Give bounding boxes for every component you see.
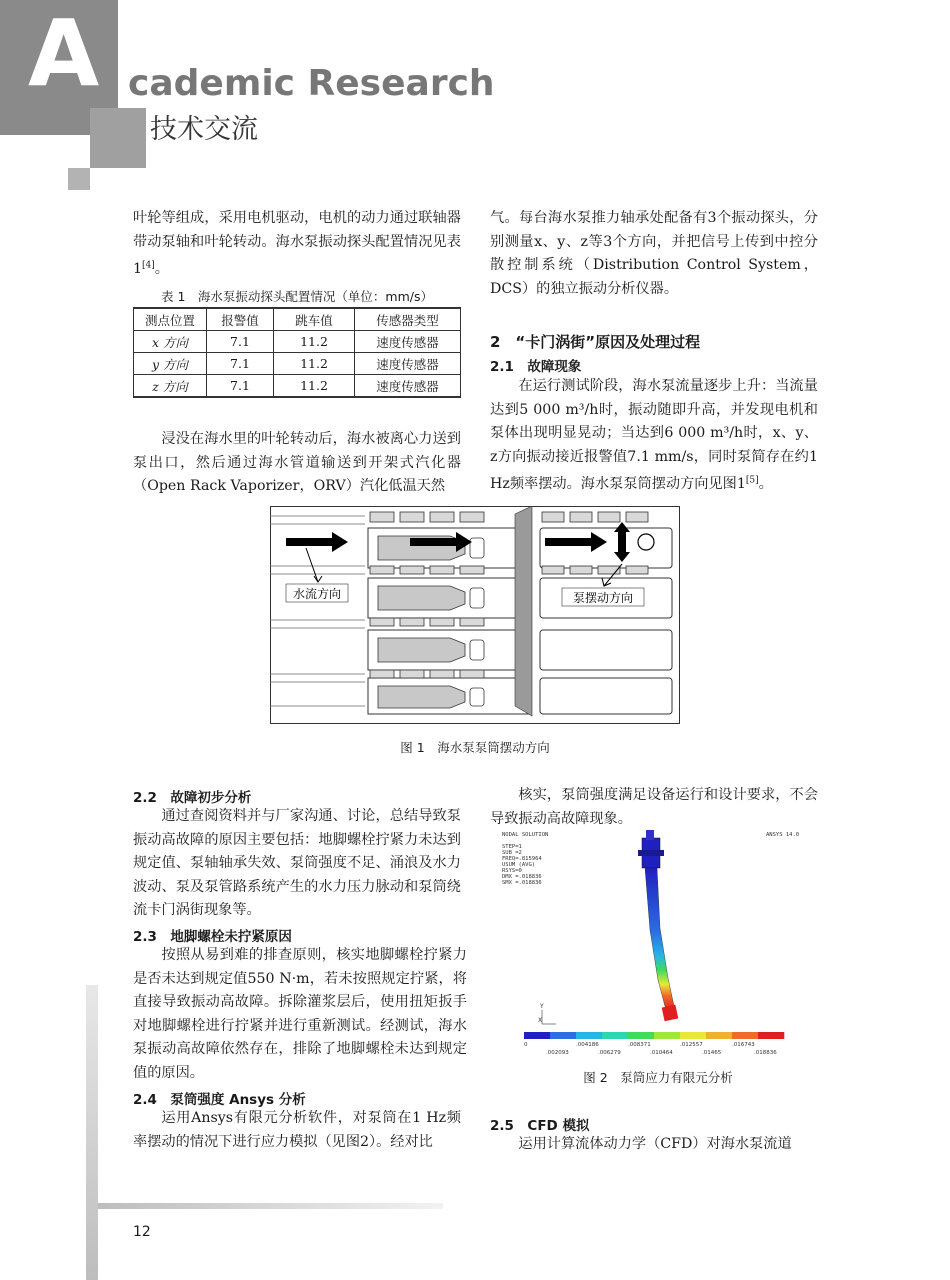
paragraph-2-5: 运用计算流体动力学（CFD）对海水泵流道 [518,1136,792,1152]
table1 [133,307,461,398]
table1-header: 传感器类型 [355,308,461,331]
table1-cell: 11.2 [274,353,355,375]
scale-segment [758,1032,784,1039]
right-p2-text: 在运行测试阶段，海水泵流量逐步上升：当流量达到5 000 m³/h时，振动随即升高，并发现电机和泵体出现明显晃动；当达到6 000 m³/h时，x、y、z方向振动接近报警值7.1 mm/s，同时泵简存在约1 Hz频率摆动。海水泵泵筒摆动方向见图1[5]。 [490,378,818,492]
scale-label: .008371 [628,1042,651,1048]
scale-segment [524,1032,550,1039]
figure2-caption: 图 2 泵筒应力有限元分析 [583,1070,733,1085]
table1-cell: 7.1 [207,375,274,398]
table1-header-row [134,308,461,331]
table1-cell: 11.2 [274,331,355,353]
paragraph-2-2: 通过查阅资料并与厂家沟通、讨论，总结导致泵振动高故障的原因主要包括：地脚螺栓拧紧力未达到规定值、泵轴轴承失效、泵筒强度不足、涌浪及水力波动、泵及泵管路系统产生的水力压力脉动和泵筒绕流卡门涡街现象等。 [133,808,461,918]
subsection-heading-2-2: 2.2 故障初步分析 [133,790,252,806]
table1-cell: x 方向 [134,331,207,353]
pump-model [638,830,678,1021]
subsection-heading-2-5: 2.5 CFD 模拟 [490,1118,590,1134]
header-big-letter: A [28,0,100,107]
scale-label: .002093 [546,1050,569,1056]
table1-cell: y 方向 [134,353,207,375]
scale-label: .01465 [702,1050,722,1056]
header-gray-square [68,168,90,190]
right-paragraph-1: 气。每台海水泵推力轴承处配备有3个振动探头，分别测量x、y、z等3个方向，并把信号上传到中控分散控制系统（Distribution Control System，DCS）的独立振动分析仪器。 [490,210,818,297]
scale-segment [576,1032,602,1039]
fea-info-line: SUB =2 [502,850,522,856]
scale-segment [654,1032,680,1039]
subsection-heading-2-4: 2.4 泵筒强度 Ansys 分析 [133,1092,306,1108]
section-heading-2: 2 “卡门涡街”原因及处理过程 [490,333,701,351]
table1-row [134,331,461,353]
header-gray-block-small [90,108,146,168]
fea-info-line: NODAL SOLUTION [502,832,549,838]
header-section: 技术交流 [150,114,258,145]
scale-segment [550,1032,576,1039]
svg-text:X: X [538,1017,543,1024]
right-paragraph-2 [490,375,818,496]
header-title: cademic Research [128,63,495,104]
figure1-diagram [270,506,680,724]
fea-info-line: DMX =.018836 [502,874,542,880]
scale-segment [680,1032,706,1039]
fea-info-line: FREQ=.815964 [502,856,542,862]
figure1-label-swing: 泵摆动方向 [572,591,634,605]
scale-segment [706,1032,732,1039]
figure1-caption: 图 1 海水泵泵筒摆动方向 [400,740,550,755]
scale-segment [602,1032,628,1039]
table1-cell: 7.1 [207,353,274,375]
scale-label: 0 [524,1042,528,1048]
scale-label: .018836 [754,1050,777,1056]
table1-cell: z 方向 [134,375,207,398]
axis-triad-icon [538,1003,556,1024]
fea-info-line: USUM (AVG) [502,862,536,868]
table1-cell: 速度传感器 [355,375,461,398]
fea-info-line: RSYS=0 [502,868,522,874]
right-paragraph-3: 核实，泵筒强度满足设备运行和设计要求，不会导致振动高故障现象。 [490,787,818,827]
subsection-heading-2-1: 2.1 故障现象 [490,359,582,375]
left-p1-text: 叶轮等组成，采用电机驱动，电机的动力通过联轴器带动泵轴和叶轮转动。海水泵振动探头配置情况见表1[4]。 [133,210,461,277]
table1-cell: 11.2 [274,375,355,398]
scale-label: .010464 [650,1050,673,1056]
scale-label: .016743 [732,1042,755,1048]
figure1-label-flow: 水流方向 [292,587,342,601]
footer-decoration-bar [98,1203,443,1209]
page-number: 12 [133,1224,151,1240]
paragraph-2-3: 按照从易到难的排查原则，核实地脚螺栓拧紧力是否未达到规定值550 N·m，若未按照规定拧紧，将直接导致振动高故障。拆除灌浆层后，使用扭矩扳手对地脚螺栓进行拧紧并进行重新测试。经测试，海水泵振动高故障依然存在，排除了地脚螺栓未达到规定值的原因。 [133,947,467,1081]
table1-cell: 速度传感器 [355,353,461,375]
table1-row [134,353,461,375]
scale-label: .006279 [598,1050,621,1056]
table1-header: 测点位置 [134,308,207,331]
scale-label: .004186 [576,1042,599,1048]
figure2-fea-plot [498,828,818,1060]
table1-cell: 速度传感器 [355,331,461,353]
side-decoration-bar [86,985,98,1280]
fea-info-line: SMX =.018836 [502,880,542,886]
left-paragraph-2: 浸没在海水里的叶轮转动后，海水被离心力送到泵出口，然后通过海水管道输送到开架式汽化器（Open Rack Vaporizer，ORV）汽化低温天然 [133,431,461,494]
table1-caption: 表 1 海水泵振动探头配置情况（单位：mm/s） [160,289,433,304]
table1-header: 报警值 [207,308,274,331]
scale-label: .012557 [680,1042,703,1048]
color-scale-bar [524,1032,784,1039]
scale-segment [732,1032,758,1039]
paragraph-2-4: 运用Ansys有限元分析软件，对泵筒在1 Hz频率摆动的情况下进行应力模拟（见图2）。经对比 [133,1110,461,1150]
left-paragraph-1 [133,207,461,281]
svg-text:Y: Y [540,1003,544,1010]
table1-cell: 7.1 [207,331,274,353]
fea-version: ANSYS 14.0 [766,832,800,838]
scale-segment [628,1032,654,1039]
fea-info-line: STEP=1 [502,844,522,850]
pump-rows [368,506,672,716]
table1-row [134,375,461,398]
scale-labels [524,1042,777,1056]
table1-header: 跳车值 [274,308,355,331]
subsection-heading-2-3: 2.3 地脚螺栓未拧紧原因 [133,929,292,945]
